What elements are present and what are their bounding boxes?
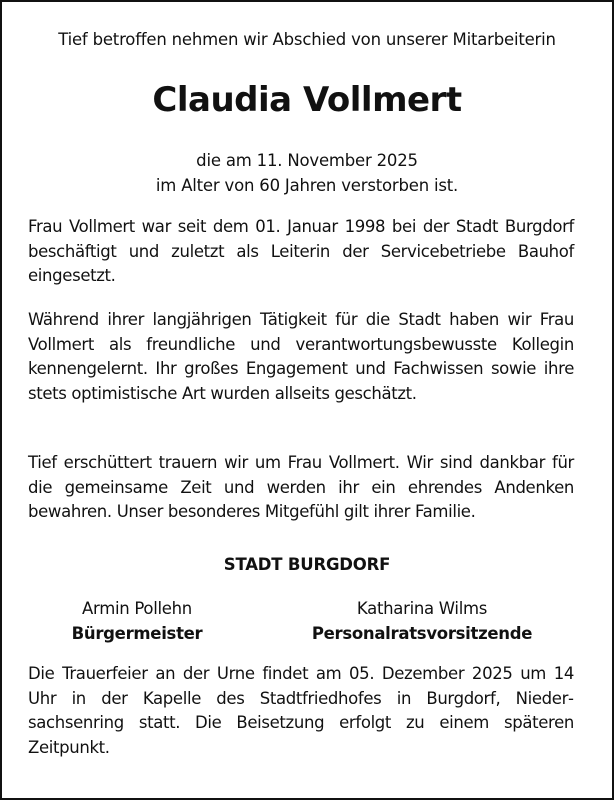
signer-name: Armin Pollehn xyxy=(82,599,192,618)
signer-staff-council xyxy=(292,596,552,646)
employment-paragraph: Frau Vollmert war seit dem 01. Januar 1998 bei der Stadt Burgdorf beschäftigt und zuletzt als Leiterin der Servicebetriebe Bauhof eingesetzt. xyxy=(28,217,574,286)
death-date-line: die am 11. November 2025 xyxy=(196,151,418,170)
funeral-paragraph: Die Trauerfeier an der Urne findet am 05. Dezember 2025 um 14 Uhr in der Kapelle des Stadtfriedhofes in Burgdorf, Niedersachsenring statt. Die Beisetzung erfolgt zu einem späteren Zeitpunkt. xyxy=(28,664,574,757)
signer-mayor xyxy=(42,596,232,646)
death-info xyxy=(2,148,612,198)
signer-role: Personalratsvorsitzende xyxy=(311,624,533,643)
deceased-name: Claudia Vollmert xyxy=(152,80,462,120)
death-age-line: im Alter von 60 Jahren verstorben ist. xyxy=(155,176,459,195)
appreciation-paragraph: Während ihrer langjährigen Tätigkeit für die Stadt haben wir Frau Vollmert als freundliche und verantwortungsbewusste Kollegin kennengelernt. Ihr großes Engagement und Fachwissen sowie ihre stets optimistische Art wurden allseits geschätzt. xyxy=(28,310,574,403)
organization-name: STADT BURGDORF xyxy=(223,555,391,574)
intro-line: Tief betroffen nehmen wir Abschied von unserer Mitarbeiterin xyxy=(58,30,556,49)
condolence-paragraph: Tief erschüttert trauern wir um Frau Vollmert. Wir sind dankbar für die gemeinsame Zeit und werden ihr ein ehrendes Andenken bewahren. Unser besonderes Mitgefühl gilt ihrer Familie. xyxy=(28,453,574,522)
signer-name: Katharina Wilms xyxy=(356,599,488,618)
signer-role: Bürgermeister xyxy=(71,624,203,643)
